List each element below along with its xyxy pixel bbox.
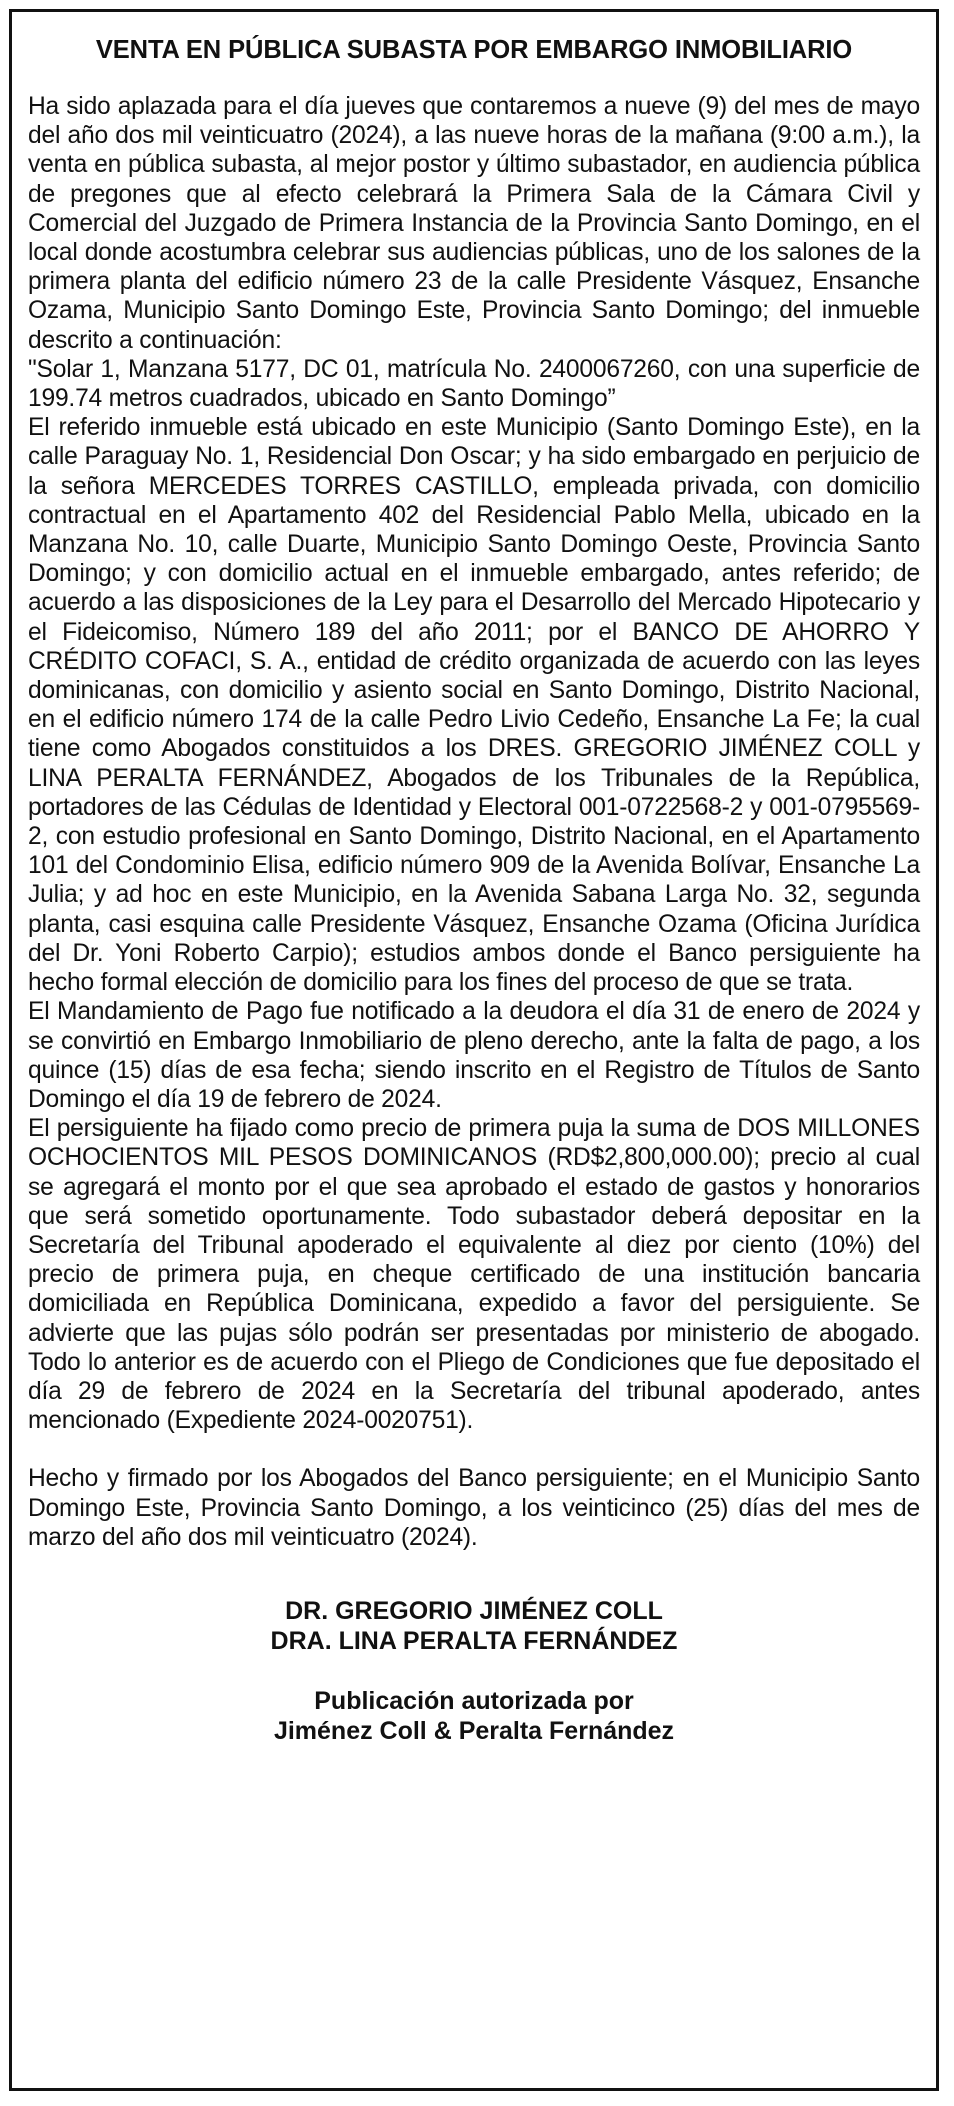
publication-authorization: [28, 1686, 920, 1746]
signatory-gregorio: DR. GREGORIO JIMÉNEZ COLL: [285, 1596, 663, 1625]
signing-statement-paragraph: Hecho y firmado por los Abogados del Banco persiguiente; en el Municipio Santo Domingo Este, Provincia Santo Domingo, a los veinticinco (25) días del mes de marzo del año dos mil veinticuatro (2024).: [28, 1465, 920, 1551]
legal-notice: [9, 9, 939, 2091]
signatory-lina: DRA. LINA PERALTA FERNÁNDEZ: [270, 1626, 678, 1655]
publication-line-1: Publicación autorizada por: [314, 1686, 634, 1715]
notice-body: [28, 92, 920, 1552]
notice-title: VENTA EN PÚBLICA SUBASTA POR EMBARGO INMOBILIARIO: [95, 36, 853, 64]
seizure-details-paragraph: El referido inmueble está ubicado en este Municipio (Santo Domingo Este), en la calle Paraguay No. 1, Residencial Don Oscar; y ha sido embargado en perjuicio de la señora MERCEDES TORRES CASTILLO, empleada privada, con domicilio contractual en el Apartamento 402 del Residencial Pablo Mella, ubicado en la Manzana No. 10, calle Duarte, Municipio Santo Domingo Oeste, Provincia Santo Domingo; y con domicilio actual en el inmueble embargado, antes referido; de acuerdo a las disposiciones de la Ley para el Desarrollo del Mercado Hipotecario y el Fideicomiso, Número 189 del año 2011; por el BANCO DE AHORRO Y CRÉDITO COFACI, S. A., entidad de crédito organizada de acuerdo con las leyes dominicanas, con domicilio y asiento social en Santo Domingo, Distrito Nacional, en el edificio número 174 de la calle Pedro Livio Cedeño, Ensanche La Fe; la cual tiene como Abogados constituidos a los DRES. GREGORIO JIMÉNEZ COLL y LINA PERALTA FERNÁNDEZ, Abogados de los Tribunales de la República, portadores de las Cédulas de Identidad y Electoral 001-0722568-2 y 001-0795569-2, con estudio profesional en Santo Domingo, Distrito Nacional, en el Apartamento 101 del Condominio Elisa, edificio número 909 de la Avenida Bolívar, Ensanche La Julia; y ad hoc en este Municipio, en la Avenida Sabana Larga No. 32, segunda planta, casi esquina calle Presidente Vásquez, Ensanche Ozama (Oficina Jurídica del Dr. Yoni Roberto Carpio); estudios ambos donde el Banco persiguiente ha hecho formal elección de domicilio para los fines del proceso de que se trata.: [28, 414, 920, 997]
auction-price-paragraph: El persiguiente ha fijado como precio de primera puja la suma de DOS MILLONES OCHOCIENTOS MIL PESOS DOMINICANOS (RD$2,800,000.00); precio al cual se agregará el monto por el que sea aprobado el estado de gastos y honorarios que será sometido oportunamente. Todo subastador deberá depositar en la Secretaría del Tribunal apoderado el equivalente al diez por ciento (10%) del precio de primera puja, en cheque certificado de una institución bancaria domiciliada en República Dominicana, expedido a favor del persiguiente. Se advierte que las pujas sólo podrán ser presentadas por ministerio de abogado. Todo lo anterior es de acuerdo con el Pliego de Condiciones que fue depositado el día 29 de febrero de 2024 en la Secretaría del tribunal apoderado, antes mencionado (Expediente 2024-0020751).: [28, 1115, 920, 1435]
auction-announcement-paragraph: Ha sido aplazada para el día jueves que contaremos a nueve (9) del mes de mayo del año dos mil veinticuatro (2024), a las nueve horas de la mañana (9:00 a.m.), la venta en pública subasta, al mejor postor y último subastador, en audiencia pública de pregones que al efecto celebrará la Primera Sala de la Cámara Civil y Comercial del Juzgado de Primera Instancia de la Provincia Santo Domingo, en el local donde acostumbra celebrar sus audiencias públicas, uno de los salones de la primera planta del edificio número 23 de la calle Presidente Vásquez, Ensanche Ozama, Municipio Santo Domingo Este, Provincia Santo Domingo; del inmueble descrito a continuación:: [28, 93, 920, 354]
signatories-block: [28, 1596, 920, 1656]
payment-order-paragraph: El Mandamiento de Pago fue notificado a la deudora el día 31 de enero de 2024 y se convirtió en Embargo Inmobiliario de pleno derecho, ante la falta de pago, a los quince (15) días de esa fecha; siendo inscrito en el Registro de Títulos de Santo Domingo el día 19 de febrero de 2024.: [28, 998, 920, 1113]
publication-line-2: Jiménez Coll & Peralta Fernández: [273, 1716, 675, 1745]
property-description-paragraph: "Solar 1, Manzana 5177, DC 01, matrícula No. 2400067260, con una superficie de 199.74 metros cuadrados, ubicado en Santo Domingo”: [28, 355, 920, 413]
